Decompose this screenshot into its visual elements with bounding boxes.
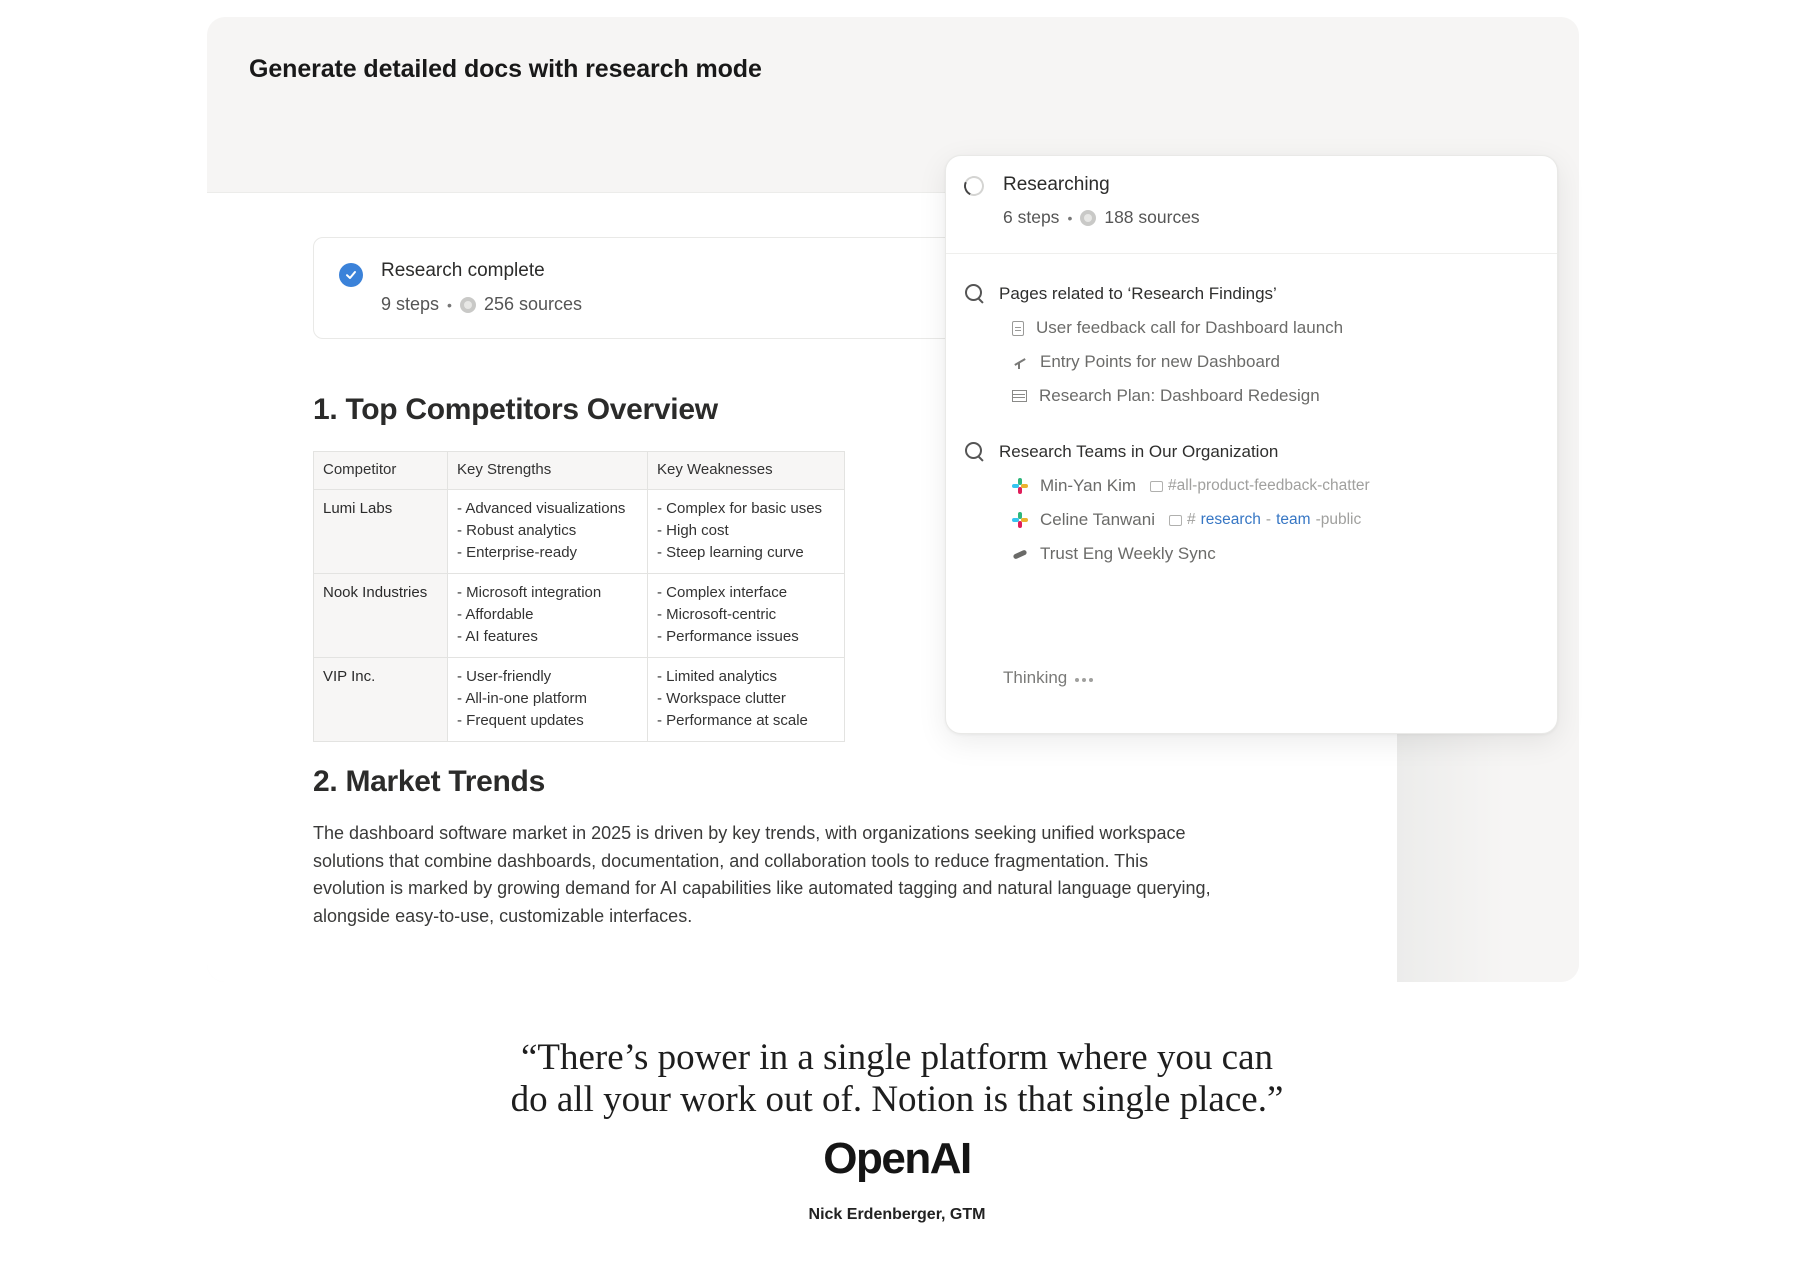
signpost-icon <box>1012 354 1028 370</box>
quote-line: do all your work out of. Notion is that single place.” <box>510 1079 1284 1120</box>
weakness-item: - Limited analytics <box>657 668 778 685</box>
weakness-item: - Microsoft-centric <box>657 606 777 623</box>
research-complete-title: Research complete <box>381 260 545 281</box>
steps-count: 6 steps <box>1003 207 1060 227</box>
strength-item: - All-in-one platform <box>457 690 588 707</box>
channel-tag <box>1150 477 1370 495</box>
search-query-text: Pages related to ‘Research Findings’ <box>999 284 1277 303</box>
document-icon <box>1012 321 1024 336</box>
result-label: User feedback call for Dashboard launch <box>1036 318 1344 337</box>
result-page-item[interactable] <box>1012 352 1280 372</box>
sources-icon <box>460 297 476 313</box>
search-icon <box>965 284 985 304</box>
card-title: Generate detailed docs with research mode <box>249 55 762 83</box>
message-icon <box>1169 515 1182 526</box>
strength-item: - Frequent updates <box>457 712 584 729</box>
slack-icon <box>1012 478 1028 494</box>
research-progress-panel <box>945 155 1558 734</box>
competitor-name: Lumi Labs <box>323 500 393 517</box>
strength-item: - Enterprise-ready <box>457 544 578 561</box>
table-header: Competitor <box>314 452 448 490</box>
competitor-name: VIP Inc. <box>323 668 376 685</box>
weakness-item: - High cost <box>657 522 729 539</box>
testimonial-attribution: Nick Erdenberger, GTM <box>808 1206 986 1223</box>
channel-highlight: team <box>1276 511 1311 528</box>
weakness-item: - Steep learning curve <box>657 544 804 561</box>
table-header: Key Strengths <box>448 452 648 490</box>
panel-header <box>946 156 1557 254</box>
result-person-item[interactable] <box>1012 476 1370 496</box>
sources-count: 188 sources <box>1104 207 1200 227</box>
search-query-text: Research Teams in Our Organization <box>999 442 1279 461</box>
strength-item: - Robust analytics <box>457 522 577 539</box>
market-trends-paragraph: The dashboard software market in 2025 is driven by key trends, with organizations seeking unified workspace solutions that combine dashboards, documentation, and collaboration tools to reduce fragmentation. This evolution is marked by growing demand for AI capabilities like automated tagging and natural language querying, alongside easy-to-use, customizable interfaces. <box>313 823 1211 926</box>
testimonial-quote <box>0 1037 1794 1121</box>
check-circle-icon <box>339 263 363 287</box>
weakness-item: - Performance issues <box>657 628 799 645</box>
thinking-label: Thinking <box>1003 668 1068 687</box>
ellipsis-icon <box>1075 678 1093 682</box>
weakness-item: - Workspace clutter <box>657 690 786 707</box>
person-name: Celine Tanwani <box>1040 510 1155 529</box>
strength-item: - Microsoft integration <box>457 584 602 601</box>
table-row <box>314 490 845 574</box>
thinking-status <box>1003 668 1093 688</box>
research-complete-box[interactable] <box>313 237 1013 339</box>
dot-separator: • <box>447 296 452 313</box>
result-page-item[interactable] <box>1012 386 1320 406</box>
channel-suffix: -public <box>1315 511 1362 528</box>
table-row <box>314 658 845 742</box>
sources-icon <box>1080 210 1096 226</box>
search-icon <box>965 442 985 462</box>
sources-count: 256 sources <box>483 294 583 314</box>
channel-highlight: research <box>1200 511 1261 528</box>
loading-spinner-icon <box>961 173 987 199</box>
channel-separator: - <box>1265 511 1272 528</box>
result-label: Entry Points for new Dashboard <box>1040 352 1281 371</box>
search-query-row <box>965 284 1277 304</box>
weakness-item: - Performance at scale <box>657 712 808 729</box>
message-icon <box>1150 481 1163 492</box>
slack-icon <box>1012 512 1028 528</box>
channel-tag <box>1169 511 1361 529</box>
strength-item: - Affordable <box>457 606 534 623</box>
panel-meta <box>1003 207 1200 228</box>
person-name: Min-Yan Kim <box>1040 476 1137 495</box>
quote-line: “There’s power in a single platform where you can <box>520 1037 1274 1078</box>
weakness-item: - Complex for basic uses <box>657 500 823 517</box>
channel-name: #all-product-feedback-chatter <box>1168 477 1370 494</box>
research-complete-meta <box>381 294 582 315</box>
steps-count: 9 steps <box>381 294 440 314</box>
table-icon <box>1012 390 1027 402</box>
strength-item: - User-friendly <box>457 668 552 685</box>
result-page-item[interactable] <box>1012 318 1343 338</box>
channel-hash: # <box>1186 511 1196 528</box>
section-heading-market-trends: 2. Market Trends <box>313 765 545 798</box>
company-logo: OpenAI <box>823 1134 971 1183</box>
competitor-name: Nook Industries <box>323 584 428 601</box>
search-query-row <box>965 442 1278 462</box>
meeting-icon <box>1012 546 1028 562</box>
result-person-item[interactable] <box>1012 510 1361 530</box>
competitors-table <box>313 451 845 742</box>
weakness-item: - Complex interface <box>657 584 788 601</box>
dot-separator: • <box>1067 209 1073 226</box>
table-header: Key Weaknesses <box>648 452 845 490</box>
section-heading-competitors: 1. Top Competitors Overview <box>313 393 718 426</box>
result-label: Trust Eng Weekly Sync <box>1040 544 1216 563</box>
panel-title: Researching <box>1003 174 1110 195</box>
strength-item: - Advanced visualizations <box>457 500 626 517</box>
result-label: Research Plan: Dashboard Redesign <box>1039 386 1320 405</box>
result-meeting-item[interactable] <box>1012 544 1216 564</box>
table-row <box>314 574 845 658</box>
strength-item: - AI features <box>457 628 538 645</box>
